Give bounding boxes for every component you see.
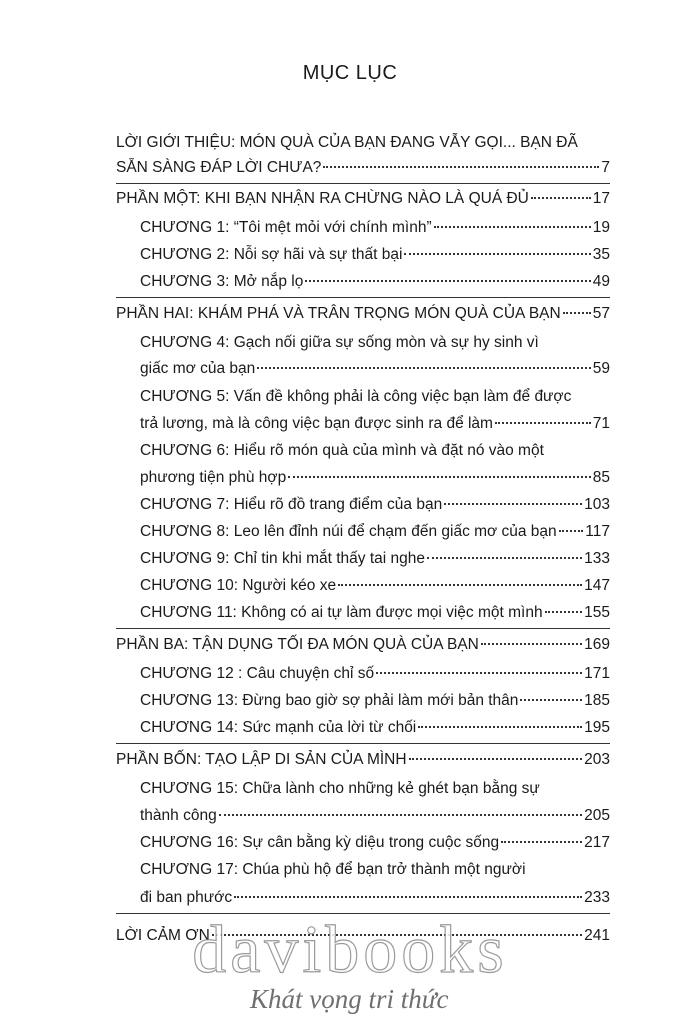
toc-chapter-label: CHƯƠNG 9: Chỉ tin khi mắt thấy tai nghe: [140, 550, 425, 567]
toc-entry-intro-line1: [116, 133, 610, 153]
leader-dots: [338, 584, 582, 586]
toc-chapter-label: trả lương, mà là công việc bạn được sinh ra để làm: [140, 415, 493, 432]
toc-chapter-9: [140, 549, 610, 569]
toc-chapter-17-line1: [140, 860, 610, 880]
page-number: 57: [592, 305, 610, 322]
leader-dots: [427, 557, 582, 559]
page-number: 117: [585, 523, 610, 540]
section-divider: [116, 628, 610, 629]
leader-dots: [257, 367, 590, 369]
toc-chapter-label: CHƯƠNG 7: Hiểu rõ đồ trang điểm của bạn: [140, 496, 443, 513]
page-number: 205: [584, 807, 610, 824]
toc-entry-text: LỜI GIỚI THIỆU: MÓN QUÀ CỦA BẠN ĐANG VẪY GỌI... BẠN ĐÃ: [116, 134, 578, 151]
leader-dots: [305, 280, 590, 282]
toc-chapter-7: [140, 495, 610, 515]
toc-chapter-label: CHƯƠNG 13: Đừng bao giờ sợ phải làm mới bản thân: [140, 692, 519, 709]
toc-part-label: PHẦN MỘT: KHI BẠN NHẬN RA CHỪNG NÀO LÀ QUÁ ĐỦ: [116, 190, 529, 207]
page-number: 171: [584, 665, 610, 682]
leader-dots: [481, 643, 582, 645]
toc-entry-intro: [116, 158, 610, 178]
toc-chapter-6: [140, 468, 610, 488]
toc-chapter-16: [140, 833, 610, 853]
toc-chapter-2: [140, 245, 610, 265]
page-number: 35: [592, 246, 610, 263]
leader-dots: [531, 197, 591, 199]
toc-chapter-6-line1: [140, 441, 610, 461]
toc-entry-text: LỜI CẢM ƠN: [116, 927, 210, 944]
toc-chapter-15-line1: [140, 779, 610, 799]
toc-part-label: PHẦN HAI: KHÁM PHÁ VÀ TRÂN TRỌNG MÓN QUÀ CỦA BẠN: [116, 305, 561, 322]
toc-part-label: PHẦN BỐN: TẠO LẬP DI SẢN CỦA MÌNH: [116, 751, 407, 768]
section-divider: [116, 297, 610, 298]
page-number: 133: [584, 550, 610, 567]
leader-dots: [404, 253, 590, 255]
toc-chapter-label: CHƯƠNG 8: Leo lên đỉnh núi để chạm đến giấc mơ của bạn: [140, 523, 557, 540]
page-number: 17: [592, 190, 610, 207]
page-number: 233: [584, 889, 610, 906]
leader-dots: [219, 814, 582, 816]
toc-chapter-14: [140, 718, 610, 738]
toc-chapter-label: giấc mơ của bạn: [140, 360, 256, 377]
toc-chapter-label: CHƯƠNG 3: Mở nắp lọ: [140, 273, 304, 290]
page-number: 7: [601, 159, 610, 176]
toc-part-2: [116, 304, 610, 324]
toc-chapter-10: [140, 576, 610, 596]
page-number: 19: [592, 219, 610, 236]
page-number: 203: [584, 751, 610, 768]
toc-chapter-15: [140, 806, 610, 826]
toc-chapter-label: đi ban phước: [140, 889, 233, 906]
toc-chapter-5: [140, 414, 610, 434]
toc-chapter-4: [140, 359, 610, 379]
toc-chapter-label: CHƯƠNG 5: Vấn đề không phải là công việc bạn làm để được: [140, 388, 572, 405]
section-divider: [116, 743, 610, 744]
leader-dots: [495, 422, 591, 424]
leader-dots: [323, 166, 599, 168]
page-number: 147: [584, 577, 610, 594]
leader-dots: [559, 530, 584, 532]
toc-chapter-label: CHƯƠNG 17: Chúa phù hộ để bạn trở thành một người: [140, 861, 526, 878]
leader-dots: [376, 672, 582, 674]
toc-chapter-11: [140, 603, 610, 623]
toc-chapter-label: CHƯƠNG 1: “Tôi mệt mỏi với chính mình”: [140, 219, 432, 236]
page-title: MỤC LỤC: [302, 62, 398, 84]
toc-chapter-13: [140, 691, 610, 711]
leader-dots: [444, 503, 582, 505]
page-number: 155: [584, 604, 610, 621]
leader-dots: [288, 476, 591, 478]
page-number: 217: [584, 834, 610, 851]
page-number: 103: [584, 496, 610, 513]
leader-dots: [434, 226, 591, 228]
toc-chapter-label: CHƯƠNG 6: Hiểu rõ món quà của mình và đặt nó vào một: [140, 442, 544, 459]
toc-chapter-label: CHƯƠNG 10: Người kéo xe: [140, 577, 337, 594]
toc-chapter-17: [140, 888, 610, 908]
toc-chapter-label: thành công: [140, 807, 217, 824]
section-divider: [116, 183, 610, 184]
toc-chapter-3: [140, 272, 610, 292]
leader-dots: [418, 726, 582, 728]
leader-dots: [520, 699, 582, 701]
toc-entry-text: SẴN SÀNG ĐÁP LỜI CHƯA?: [116, 159, 322, 176]
toc-chapter-label: CHƯƠNG 15: Chữa lành cho những kẻ ghét bạn bằng sự: [140, 780, 540, 797]
toc-part-3: [116, 635, 610, 655]
page-number: 195: [584, 719, 610, 736]
page-number: 49: [592, 273, 610, 290]
toc-part-label: PHẦN BA: TẬN DỤNG TỐI ĐA MÓN QUÀ CỦA BẠN: [116, 636, 479, 653]
toc-chapter-label: CHƯƠNG 11: Không có ai tự làm được mọi việc một mình: [140, 604, 543, 621]
leader-dots: [545, 611, 583, 613]
leader-dots: [409, 758, 583, 760]
toc-chapter-label: phương tiện phù hợp: [140, 469, 287, 486]
leader-dots: [501, 841, 582, 843]
page-number: 185: [584, 692, 610, 709]
toc-part-1: [116, 189, 610, 209]
toc-chapter-1: [140, 218, 610, 238]
toc-chapter-8: [140, 522, 610, 542]
toc-chapter-4-line1: [140, 333, 610, 353]
toc-chapter-label: CHƯƠNG 16: Sự cân bằng kỳ diệu trong cuộc sống: [140, 834, 500, 851]
toc-chapter-label: CHƯƠNG 12 : Câu chuyện chỉ số: [140, 665, 375, 682]
page-number: 59: [592, 360, 610, 377]
page-number: 85: [592, 469, 610, 486]
page-number: 241: [584, 927, 610, 944]
watermark-tagline: Khát vọng tri thức: [250, 984, 449, 1014]
page-number: 169: [584, 636, 610, 653]
toc-chapter-12: [140, 664, 610, 684]
page-number: 71: [592, 415, 610, 432]
toc-chapter-5-line1: [140, 387, 610, 407]
toc-part-4: [116, 750, 610, 770]
toc-chapter-label: CHƯƠNG 14: Sức mạnh của lời từ chối: [140, 719, 417, 736]
toc-chapter-label: CHƯƠNG 2: Nỗi sợ hãi và sự thất bại: [140, 246, 403, 263]
leader-dots: [563, 312, 591, 314]
toc-chapter-label: CHƯƠNG 4: Gạch nối giữa sự sống mòn và sự hy sinh vì: [140, 334, 539, 351]
watermark-logo: davibooks: [192, 911, 508, 987]
leader-dots: [234, 896, 582, 898]
